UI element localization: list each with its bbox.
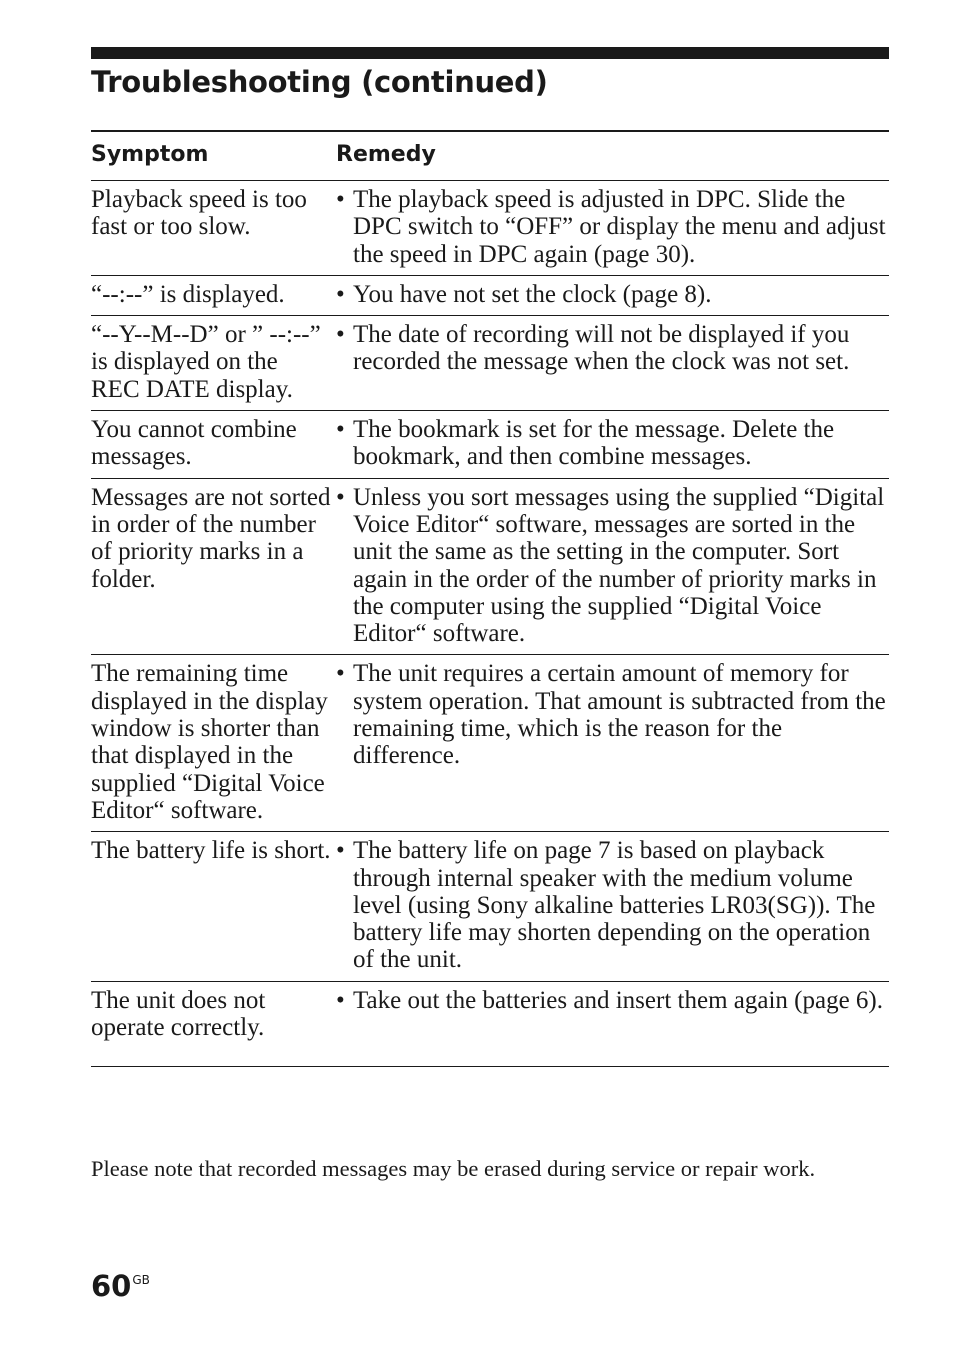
remedy-cell bbox=[336, 987, 889, 1042]
page-number bbox=[91, 1262, 150, 1304]
symptom-cell: “--:--” is displayed. bbox=[91, 280, 285, 308]
remedy-text: The playback speed is adjusted in DPC. Slide the DPC switch to “OFF” or display the menu and adjust the speed in DPC again (page 30). bbox=[353, 186, 886, 268]
table-row bbox=[91, 316, 889, 411]
remedy-cell bbox=[336, 321, 889, 403]
symptom-cell: Messages are not sorted in order of the number of priority marks in a folder. bbox=[91, 483, 331, 593]
remedy-text: Unless you sort messages using the supplied “Digital Voice Editor“ software, messages are sorted in the unit the same as the setting in the computer. Sort again in the order of the number of priority marks in the computer using the supplied “Digital Voice Editor“ software. bbox=[353, 483, 885, 648]
remedy-text: The bookmark is set for the message. Delete the bookmark, and then combine messages. bbox=[353, 416, 835, 471]
remedy-text: The unit requires a certain amount of memory for system operation. That amount is subtracted from the remaining time, which is the reason for the difference. bbox=[353, 660, 886, 770]
service-note: Please note that recorded messages may be erased during service or repair work. bbox=[91, 1156, 816, 1181]
symptom-cell: You cannot combine messages. bbox=[91, 416, 297, 471]
symptom-cell: The remaining time displayed in the display window is shorter than that displayed in the supplied “Digital Voice Editor“ software. bbox=[91, 660, 328, 824]
bullet-icon: • bbox=[336, 186, 345, 213]
page-suffix: GB bbox=[132, 1273, 150, 1287]
symptom-cell: “--Y--M--D” or ” --:--” is displayed on the REC DATE display. bbox=[91, 321, 321, 403]
remedy-text: You have not set the clock (page 8). bbox=[353, 280, 712, 308]
remedy-cell bbox=[336, 484, 889, 648]
column-header-symptom: Symptom bbox=[91, 142, 209, 167]
troubleshooting-table bbox=[91, 130, 889, 1067]
symptom-cell: The unit does not operate correctly. bbox=[91, 986, 266, 1042]
bullet-icon: • bbox=[336, 660, 345, 688]
bullet-icon: • bbox=[336, 321, 345, 349]
symptom-cell: The battery life is short. bbox=[91, 837, 331, 865]
table-row bbox=[91, 655, 889, 832]
table-row bbox=[91, 181, 889, 276]
remedy-cell bbox=[336, 186, 889, 268]
bullet-icon: • bbox=[336, 986, 345, 1014]
page-title: Troubleshooting (continued) bbox=[91, 65, 548, 99]
remedy-cell bbox=[336, 837, 889, 973]
table-row bbox=[91, 411, 889, 479]
remedy-cell bbox=[336, 281, 889, 308]
page-number-value: 60 bbox=[91, 1269, 132, 1303]
table-row bbox=[91, 479, 889, 656]
remedy-text: The battery life on page 7 is based on playback through internal speaker with the medium volume level (using Sony alkaline batteries LR03(SG)). The battery life may shorten depending on the operation of the unit. bbox=[353, 837, 876, 974]
remedy-cell bbox=[336, 660, 889, 824]
bullet-icon: • bbox=[336, 280, 345, 308]
table-header-row bbox=[91, 132, 889, 181]
remedy-text: The date of recording will not be displayed if you recorded the message when the clock was not set. bbox=[353, 321, 850, 376]
column-header-remedy: Remedy bbox=[336, 142, 436, 167]
bullet-icon: • bbox=[336, 837, 345, 865]
table-row bbox=[91, 832, 889, 981]
table-row bbox=[91, 276, 889, 316]
symptom-cell: Playback speed is too fast or too slow. bbox=[91, 186, 307, 241]
remedy-cell bbox=[336, 416, 889, 471]
remedy-text: Take out the batteries and insert them again (page 6). bbox=[353, 986, 883, 1014]
bullet-icon: • bbox=[336, 483, 345, 511]
header-rule bbox=[91, 47, 889, 59]
table-row bbox=[91, 982, 889, 1068]
bullet-icon: • bbox=[336, 416, 345, 444]
